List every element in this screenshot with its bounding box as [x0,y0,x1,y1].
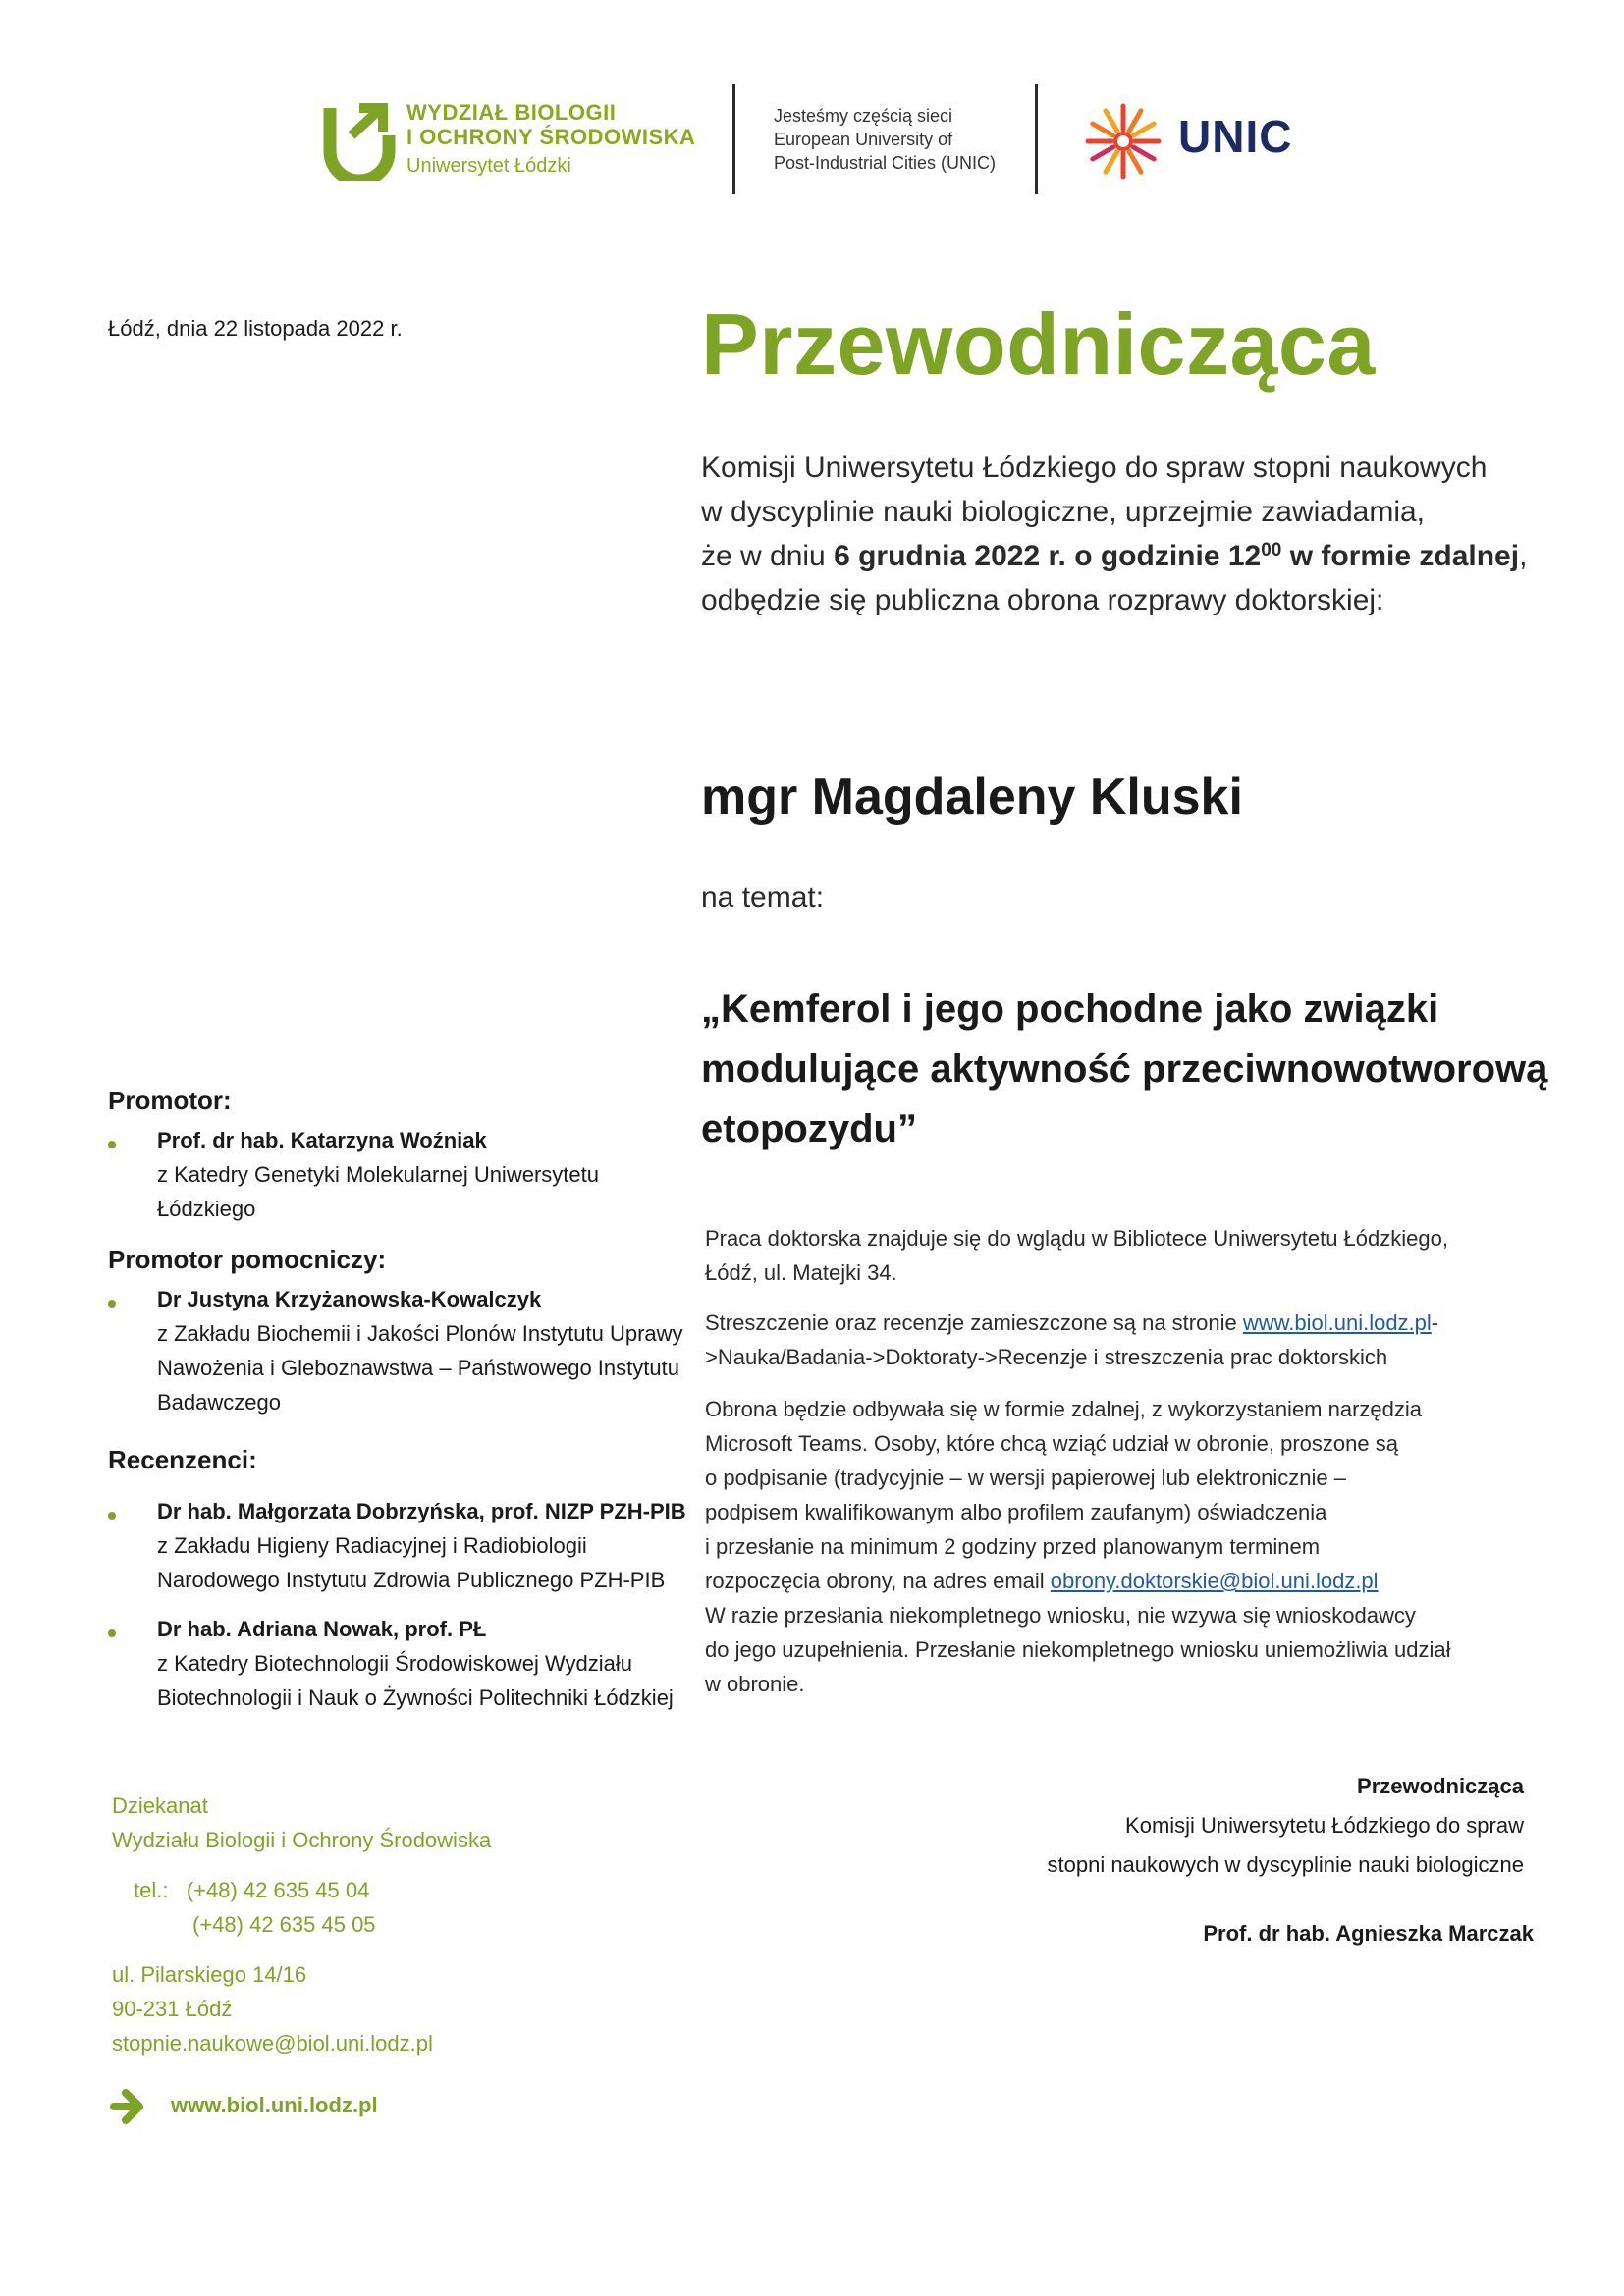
footer-phone-line [134,1907,376,1942]
signature-line: stopni naukowych w dyscyplinie nauki biologiczne [1047,1852,1524,1877]
footer-office: Dziekanat [112,1793,208,1818]
info-text: Streszczenie oraz recenzje zamieszczone są na stronie [705,1310,1243,1335]
remote-defense-info [705,1392,1569,1701]
announcement-intro [701,446,1565,622]
info-line: >Nauka/Badania->Doktoraty->Recenzje i streszczenia prac doktorskich [705,1345,1388,1369]
person-name: Dr Justyna Krzyżanowska-Kowalczyk [157,1287,542,1311]
reviewers-heading: Recenzenci: [108,1445,257,1474]
assistant-promotor-heading: Promotor pomocniczy: [108,1245,387,1274]
footer-phones [134,1873,376,1942]
info-text: rozpoczęcia obrony, na adres email [705,1569,1051,1593]
person-name: Dr hab. Małgorzata Dobrzyńska, prof. NIZP PZH-PIB [157,1499,686,1523]
reviewer-entry [157,1612,707,1715]
defense-email-link[interactable]: obrony.doktorskie@biol.uni.lodz.pl [1050,1569,1379,1593]
promotor-entry [157,1123,707,1226]
person-affiliation: Badawczego [157,1390,281,1415]
info-line: podpisem kwalifikowanym albo profilem zaufanym) oświadczenia [705,1500,1327,1524]
intro-line: odbędzie się publiczna obrona rozprawy doktorskiej: [701,584,1384,616]
faculty-name [406,100,695,149]
defense-mode: w formie zdalnej [1281,540,1520,572]
footer-website-link[interactable]: www.biol.uni.lodz.pl [171,2093,378,2117]
footer-faculty: Wydziału Biologii i Ochrony Środowiska [112,1828,492,1852]
bullet-icon [108,1629,116,1637]
info-line: Łódź, ul. Matejki 34. [705,1260,897,1285]
info-line: w obronie. [705,1672,805,1696]
person-affiliation: Narodowego Instytutu Zdrowia Publicznego PZH-PIB [157,1568,666,1592]
person-name: Dr hab. Adriana Nowak, prof. PŁ [157,1617,487,1641]
assistant-promotor-entry [157,1282,707,1419]
intro-line: w dyscyplinie nauki biologiczne, uprzejmie zawiadamia, [701,496,1426,528]
intro-line-date [701,534,1565,578]
intro-text: , [1519,540,1528,572]
info-line: do jego uzupełnienia. Przesłanie niekompletnego wniosku uniemożliwia udział [705,1637,1451,1662]
person-affiliation: Nawożenia i Gleboznawstwa – Państwowego Instytutu [157,1356,679,1380]
network-note-line2: European University of [774,130,953,149]
thesis-title-line: „Kemferol i jego pochodne jako związki [701,988,1439,1031]
info-line: i przesłanie na minimum 2 godziny przed planowanym terminem [705,1534,1321,1559]
thesis-title [701,980,1565,1159]
university-name: Uniwersytet Łódzki [406,155,571,177]
defense-date: 6 grudnia 2022 r. o godzinie 12 [834,540,1262,572]
footer-address [112,1957,433,2060]
library-info [705,1221,1569,1290]
info-line: Microsoft Teams. Osoby, które chcą wziąć udział w obronie, proszone są [705,1431,1398,1456]
promotor-heading: Promotor: [108,1086,232,1115]
candidate-name: mgr Magdaleny Kluski [701,769,1243,826]
info-line [705,1306,1569,1340]
info-line: Praca doktorska znajduje się do wglądu w Bibliotece Uniwersytetu Łódzkiego, [705,1226,1448,1251]
person-affiliation: Łódzkiego [157,1197,256,1221]
person-affiliation: z Zakładu Higieny Radiacyjnej i Radiobiologii [157,1533,587,1558]
network-note-line1: Jesteśmy częścią sieci [774,106,953,126]
phone-number: (+48) 42 635 45 05 [192,1912,376,1937]
signature-line: Komisji Uniwersytetu Łódzkiego do spraw [1125,1813,1524,1838]
footer-phone-line [134,1873,376,1907]
document-date: Łódź, dnia 22 listopada 2022 r. [108,316,403,341]
thesis-title-line: modulujące aktywność przeciwnowotworową [701,1047,1548,1091]
signature-title: Przewodnicząca [1357,1774,1524,1798]
dean-office [112,1789,491,1857]
bullet-icon [108,1141,116,1148]
faculty-name-line1: WYDZIAŁ BIOLOGII [406,100,617,125]
person-name: Prof. dr hab. Katarzyna Woźniak [157,1128,487,1152]
page-title: Przewodnicząca [701,295,1376,393]
defense-minutes: 00 [1261,540,1282,561]
info-line [705,1564,1569,1598]
person-affiliation: Biotechnologii i Nauk o Żywności Politechniki Łódzkiej [157,1685,674,1710]
footer-email[interactable]: stopnie.naukowe@biol.uni.lodz.pl [112,2031,433,2056]
thesis-title-line: etopozydu” [701,1107,917,1150]
info-line: W razie przesłania niekompletnego wniosku, nie wzywa się wnioskodawcy [705,1603,1416,1628]
network-note-line3: Post-Industrial Cities (UNIC) [774,153,997,173]
person-affiliation: z Katedry Biotechnologii Środowiskowej Wydziału [157,1651,633,1676]
info-line: o podpisanie (tradycyjnie – w wersji papierowej lub elektronicznie – [705,1466,1347,1490]
topic-label: na temat: [701,881,825,914]
footer-city: 90-231 Łódź [112,1997,233,2021]
footer-street: ul. Pilarskiego 14/16 [112,1962,307,1987]
unic-sunburst-icon [1084,102,1163,181]
arrow-right-icon [108,2087,147,2126]
intro-text: że w dniu [701,540,835,572]
phone-number: (+48) 42 635 45 04 [186,1878,370,1902]
reviews-info [705,1306,1569,1374]
info-line: Obrona będzie odbywała się w formie zdalnej, z wykorzystaniem narzędzia [705,1397,1423,1421]
person-affiliation: z Zakładu Biochemii i Jakości Plonów Instytutu Uprawy [157,1321,683,1346]
bullet-icon [108,1512,116,1520]
faculty-name-line2: I OCHRONY ŚRODOWISKA [406,125,696,149]
signature-name: Prof. dr hab. Agnieszka Marczak [1203,1921,1534,1946]
bullet-icon [108,1300,116,1308]
unic-wordmark: UNIC [1178,111,1293,162]
network-note [774,104,996,175]
header-divider [1035,84,1038,194]
tel-label: tel.: [134,1878,169,1902]
person-affiliation: z Katedry Genetyki Molekularnej Uniwersytetu [157,1162,599,1187]
faculty-website-link[interactable]: www.biol.uni.lodz.pl [1242,1310,1432,1335]
info-text: - [1431,1310,1439,1335]
faculty-logo-icon [322,102,401,181]
header-divider [732,84,735,194]
intro-line: Komisji Uniwersytetu Łódzkiego do spraw stopni naukowych [701,452,1488,484]
reviewer-entry [157,1494,707,1597]
